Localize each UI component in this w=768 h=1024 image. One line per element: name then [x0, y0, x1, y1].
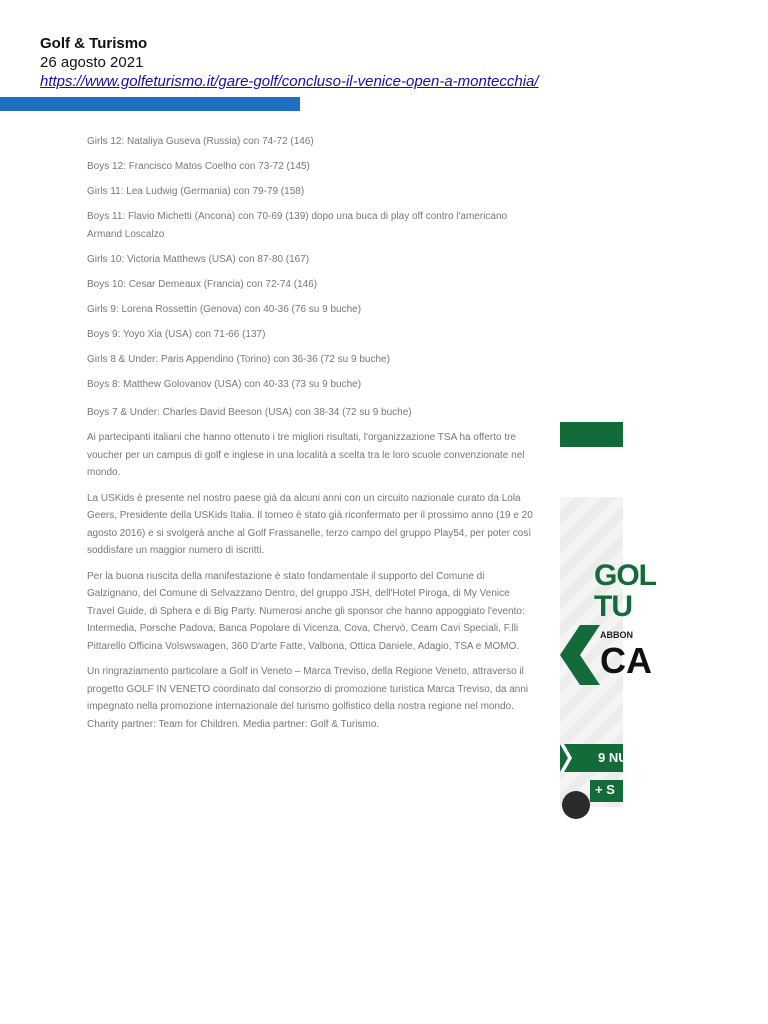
document-header: [40, 34, 680, 91]
article-paragraph: La USKids è presente nel nostro paese già da alcuni anni con un circuito nazionale curato da Lola Geers, Presidente della USKids Italia. Il torneo è stato già riconfermato per il prossimo anno (19 e 20 agosto 2016) e si svolgerà anche al Golf Frassanelle, terzo campo del gruppo Play54, per poter così soddisfare un maggior numero di iscritti.: [87, 492, 533, 556]
ad-headline-2: TU: [594, 590, 632, 623]
result-line: Boys 9: Yoyo Xia (USA) con 71-66 (137): [87, 328, 266, 340]
article-link[interactable]: https://www.golfeturismo.it/gare-golf/concluso-il-venice-open-a-montecchia/: [40, 73, 539, 90]
ad-headline-1: GOL: [594, 559, 656, 592]
result-line: Girls 10: Victoria Matthews (USA) con 87-80 (167): [87, 253, 310, 265]
result-line: Boys 7 & Under: Charles David Beeson (USA) con 38-34 (72 su 9 buche): [87, 407, 412, 418]
result-line: Boys 10: Cesar Demeaux (Francia) con 72-74 (146): [87, 278, 318, 290]
article-paragraph: Ai partecipanti italiani che hanno ottenuto i tre migliori risultati, l'organizzazione TSA ha offerto tre voucher per un campus di golf e inglese in una località a scelta tra le loro scuole convenzionate nel mondo.: [87, 432, 525, 478]
result-line: Boys 11: Flavio Michetti (Ancona) con 70-69 (139) dopo una buca di play off contro l'americano Armand Loscalzo: [87, 211, 508, 240]
result-line: Girls 12: Nataliya Guseva (Russia) con 74-72 (146): [87, 136, 314, 147]
chevron-icon: [560, 625, 600, 685]
ad-logo-icon: [562, 791, 590, 819]
publication-date: 26 agosto 2021: [40, 54, 144, 71]
result-line: Girls 8 & Under: Paris Appendino (Torino) con 36-36 (72 su 9 buche): [87, 353, 390, 365]
result-line: Girls 9: Lorena Rossettin (Genova) con 40-36 (76 su 9 buche): [87, 303, 362, 315]
article-paragraph: Per la buona riuscita della manifestazione è stato fondamentale il supporto del Comune di Galzignano, del Comune di Selvazzano Dentro, del gruppo JSH, dell'Hotel Piroga, di My Venice Travel Guide, di Sphera e di Big Party. Numerosi anche gli sponsor che hanno appoggiato l'evento: Intermedia, Porsche Padova, Banca Popolare di Vicenza, Cova, Chervò, Ceam Cavi Speciali, F.lli Pittarello Officina Volswswagen, 360 D'arte Fatte, Valbona, Ottica Daniele, Adagio, TSA e MOMO.: [87, 570, 525, 652]
result-line: Girls 11: Lea Ludwig (Germania) con 79-79 (158): [87, 186, 305, 197]
article-paragraph: Un ringraziamento particolare a Golf in Veneto – Marca Treviso, della Regione Veneto, attraverso il progetto GOLF IN VENETO coordinato dal consorzio di promozione turistica Marca Treviso, da anni impegnato nella promozione internazionale del turismo golfistico della nostra regione nel mondo. Charity partner: Team for Children. Media partner: Golf & Turismo.: [87, 666, 529, 730]
ad-top-strip: [560, 422, 623, 447]
ad-date-text: 9 NU: [598, 750, 628, 765]
publication-name: Golf & Turismo: [40, 35, 148, 52]
chevron-icon: [560, 744, 574, 772]
result-line: Boys 8: Matthew Golovanov (USA) con 40-33 (73 su 9 buche): [87, 378, 362, 390]
article-body: [87, 133, 537, 741]
header-accent-bar: [0, 97, 300, 111]
ad-big-text: CA: [600, 640, 652, 681]
ad-plus-text: + S: [595, 782, 615, 797]
side-advertisement[interactable]: [560, 497, 656, 807]
result-line: Boys 12: Francisco Matos Coelho con 73-72 (145): [87, 161, 310, 172]
ad-subscribe-text: ABBON: [600, 630, 633, 640]
